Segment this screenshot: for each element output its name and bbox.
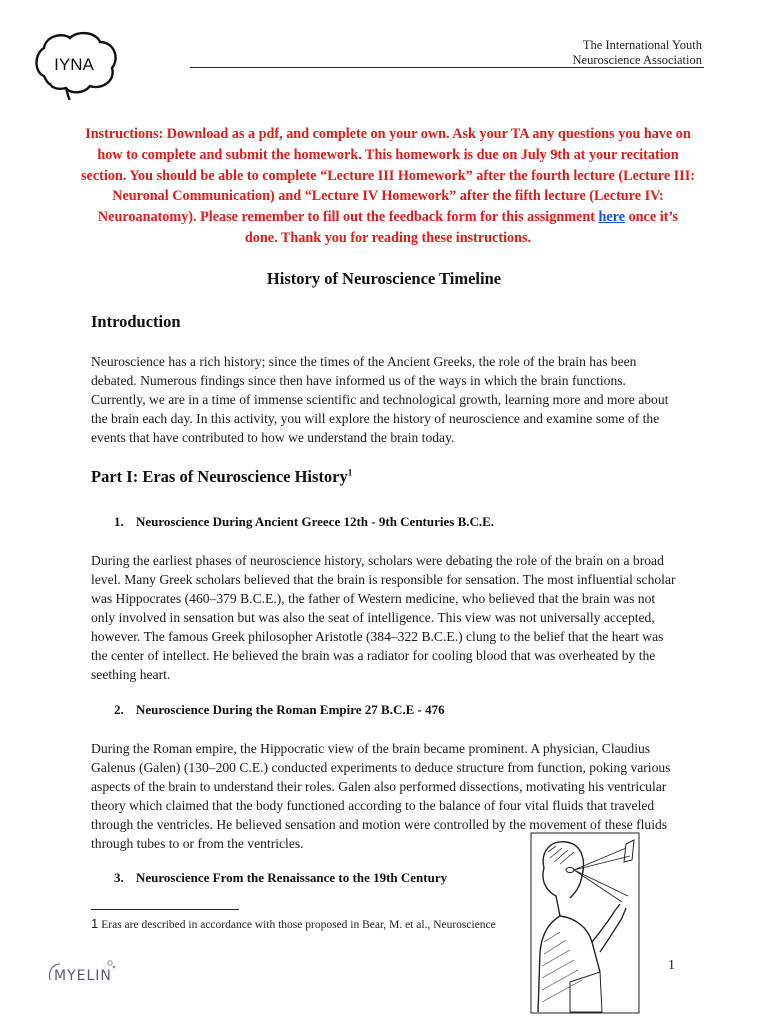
footnote-reference: 1 (347, 467, 353, 478)
era-item-title: Neuroscience During Ancient Greece 12th - 9th Centuries B.C.E. (136, 514, 495, 529)
footnote-text: Eras are described in accordance with those proposed in Bear, M. et al., Neuroscience (101, 919, 496, 931)
era-item-title: Neuroscience From the Renaissance to the 19th Century (136, 870, 448, 885)
era-item-2-title (114, 702, 445, 718)
org-line-2: Neuroscience Association (572, 53, 702, 67)
instructions-text-end: once it’s done. Thank you for reading these instructions. (244, 209, 679, 246)
page-number: 1 (668, 958, 675, 973)
instructions-text: Instructions: Download as a pdf, and complete on your own. Ask your TA any questions you have on how to complete and submit the homework. This homework is due on July 9th at your recitation section. You should be able to complete “Lecture III Homework” after the fourth lecture (Lecture III: Neuronal Communication) and “Lecture IV Homework” after the fifth lecture (Lecture IV: Neuroanatomy). Please remember to fill out the feedback form for this assignment (81, 126, 695, 226)
iyna-logo (30, 28, 122, 100)
part1-heading (91, 467, 352, 487)
myelin-logo-text: MYELIN (54, 968, 112, 984)
myelin-logo (46, 958, 126, 986)
introduction-paragraph: Neuroscience has a rich history; since the times of the Ancient Greeks, the role of the brain has been debated. Numerous findings since then have informed us of the ways in which the brain functions. Currently, we are in a time of immense scientific and technological growth, learning more and more about the brain each day. In this activity, you will explore the history of neuroscience and examine some of the events that have contributed to how we understand the brain today. (91, 354, 669, 445)
era-item-1-title (114, 514, 494, 530)
instructions-block (80, 124, 696, 249)
header-divider (190, 67, 704, 68)
era-item-number: 1. (114, 514, 124, 529)
era-item-title: Neuroscience During the Roman Empire 27 B.C.E - 476 (136, 702, 445, 717)
organization-name (573, 38, 702, 68)
introduction-heading: Introduction (91, 312, 181, 331)
document-title: History of Neuroscience Timeline (266, 269, 502, 288)
part1-heading-text: Part I: Eras of Neuroscience History (91, 467, 348, 486)
historical-illustration (530, 832, 640, 1014)
era-item-1-paragraph: During the earliest phases of neuroscience history, scholars were debating the role of the brain on a broad level. Many Greek scholars believed that the brain is responsible for sensation. The most influential scholar was Hippocrates (460–379 B.C.E.), the father of Western medicine, who believed that the brain was not only involved in sensation but was also the seat of intelligence. This view was not universally accepted, however. The famous Greek philosopher Aristotle (384–322 B.C.E.) clung to the belief that the heart was the center of intellect. He believed the brain was a radiator for cooling blood that was overheated by the seething heart. (91, 553, 676, 682)
org-line-1: The International Youth (582, 38, 702, 52)
era-item-number: 3. (114, 870, 124, 885)
era-item-number: 2. (114, 702, 124, 717)
era-item-3-title (114, 870, 447, 886)
footnote-number: 1 (91, 916, 99, 931)
era-item-2-paragraph: During the Roman empire, the Hippocratic view of the brain became prominent. A physician, Claudius Galenus (Galen) (130–200 C.E.) conducted experiments to deduce structure from function, poking various aspects of the brain to understand their roles. Galen also performed dissections, motivating his ventricular theory which claimed that the body functioned according to the balance of four vital fluids that traveled through the ventricles. He believed sensation and motion were controlled by the movement of these fluids through tubes to or from the ventricles. (91, 741, 671, 851)
feedback-form-link[interactable]: here (598, 209, 626, 226)
footnote (91, 916, 496, 931)
footnote-divider (91, 909, 239, 910)
logo-text: IYNA (54, 55, 94, 74)
